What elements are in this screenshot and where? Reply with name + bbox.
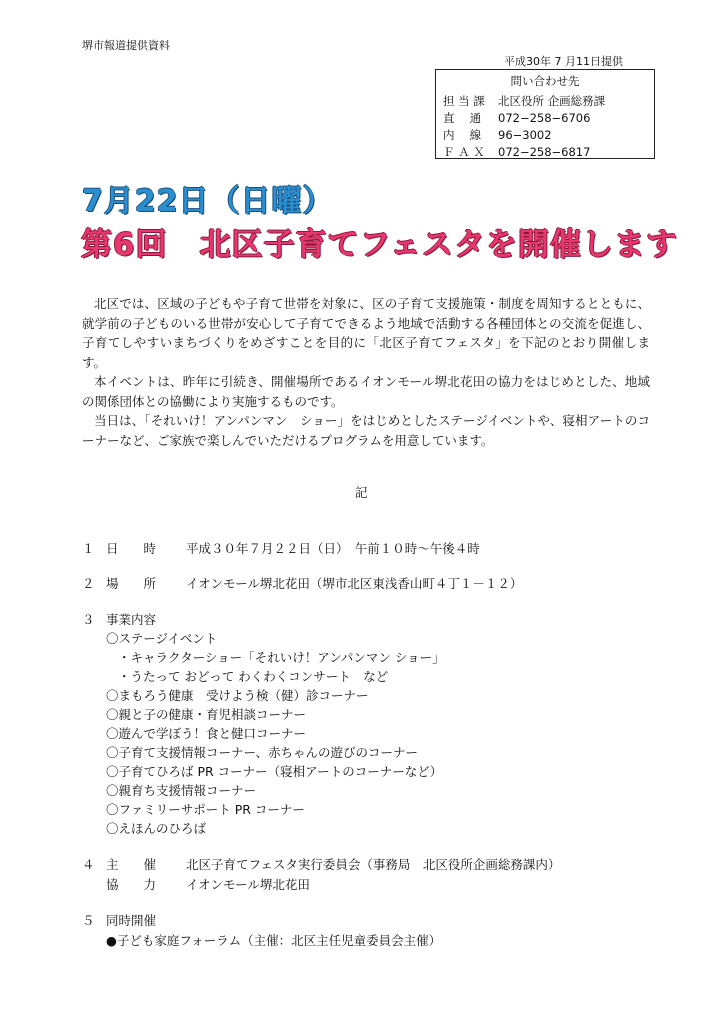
list-item: 〇親と子の健康・育児相談コーナー	[106, 707, 307, 722]
item-2-number: ２	[82, 576, 95, 591]
item-4-label: 主 催	[106, 857, 157, 872]
item-3-label: 事業内容	[106, 612, 157, 627]
list-item: ・うたって おどって わくわくコンサート など	[118, 669, 389, 684]
contact-row: 担 当 課 北区役所 企画総務課	[443, 94, 606, 108]
event-date-heading: 7月22日（日曜）	[82, 184, 334, 219]
list-item: ・キャラクターショー「それいけ！アンパンマン ショー」	[118, 650, 445, 665]
list-item: 〇えほんのひろば	[106, 821, 207, 836]
page-title: 第6回 北区子育てフェスタを開催します	[81, 227, 679, 263]
ki-marker: 記	[355, 485, 368, 500]
item-1-value: 平成３０年７月２２日（日） 午前１０時～午後４時	[186, 541, 480, 556]
paragraph-2: 本イベントは、昨年に引続き、開催場所であるイオンモール堺北花田の協力をはじめとした、地域の関係団体との協働により実施するものです。	[82, 374, 650, 409]
item-5-value: ●子ども家庭フォーラム（主催：北区主任児童委員会主催）	[106, 933, 442, 948]
contact-row: 内 線 96−3002	[443, 128, 552, 142]
item-2-value: イオンモール堺北花田（堺市北区東浅香山町４丁１－１２）	[186, 576, 523, 591]
item-5-label: 同時開催	[106, 913, 157, 928]
list-item: 〇まもろう健康 受けよう検（健）診コーナー	[106, 688, 369, 703]
org-label: 堺市報道提供資料	[82, 39, 170, 52]
item-3-number: ３	[82, 612, 95, 627]
list-item: 〇子育てひろば PR コーナー（寝相アートのコーナーなど）	[106, 764, 443, 779]
item-4-value: 北区子育てフェスタ実行委員会（事務局 北区役所企画総務課内）	[186, 857, 561, 872]
list-item: 〇遊んで学ぼう！食と健口コーナー	[106, 726, 307, 741]
item-5-number: ５	[82, 913, 95, 928]
contact-box	[435, 69, 655, 159]
list-item: 〇子育て支援情報コーナー、赤ちゃんの遊びのコーナー	[106, 745, 419, 760]
item-4b-label: 協 力	[106, 877, 157, 892]
item-1-label: 日 時	[106, 541, 157, 556]
contact-row: Ｆ Ａ Ｘ 072−258−6817	[443, 145, 591, 159]
paragraph-3: 当日は、「それいけ！アンパンマン ショー」をはじめとしたステージイベントや、寝相アートのコーナーなど、ご家族で楽しんでいただけるプログラムを用意しています。	[82, 413, 650, 448]
release-date: 平成30年 7 月11日提供	[504, 55, 623, 68]
list-item: 〇親育ち支援情報コーナー	[106, 783, 257, 798]
item-4b-value: イオンモール堺北花田	[186, 877, 310, 892]
contact-title: 問い合わせ先	[510, 74, 580, 88]
item-1-number: １	[82, 541, 95, 556]
contact-row: 直 通 072−258−6706	[443, 111, 591, 125]
item-4-number: ４	[82, 857, 95, 872]
item-2-label: 場 所	[106, 576, 157, 591]
list-item: 〇ファミリーサポート PR コーナー	[106, 802, 305, 817]
paragraph-1: 北区では、区域の子どもや子育て世帯を対象に、区の子育て支援施策・制度を周知するとともに、就学前の子どものいる世帯が安心して子育てできるよう地域で活動する各種団体との交流を促進し、子育てしやすいまちづくりをめざすことを目的に「北区子育てフェスタ」を下記のとおり開催します。	[82, 296, 650, 370]
list-item: 〇ステージイベント	[106, 631, 218, 646]
body-text	[82, 294, 650, 450]
